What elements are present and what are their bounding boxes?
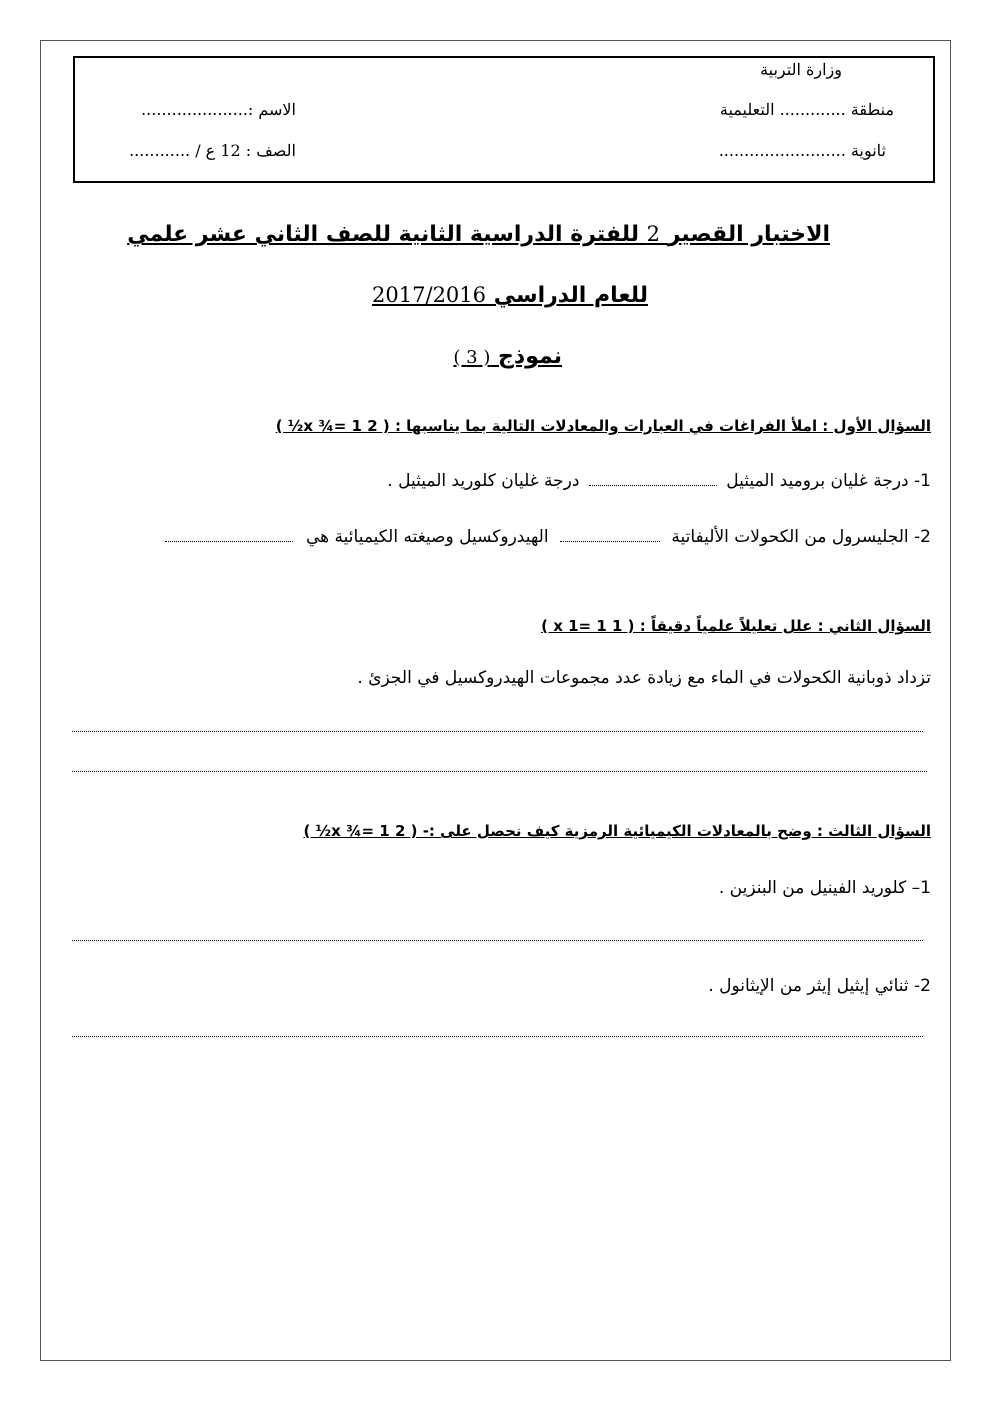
q1-item2-blank2[interactable] bbox=[165, 540, 293, 542]
exam-title bbox=[127, 222, 830, 247]
q1-item1-blank[interactable] bbox=[589, 484, 717, 486]
q2-statement: تزداد ذوبانية الكحولات في الماء مع زيادة عدد مجموعات الهيدروكسيل في الجزئ . bbox=[357, 668, 931, 688]
q1-heading: السؤال الأول : املأ الفراغات في العبارات والمعادلات التالية بما يناسبها : ( 2 x ¾= 1½ ) bbox=[275, 417, 931, 435]
model-number: ( 3 ) bbox=[453, 347, 491, 368]
q3-item2: 2- ثنائي إيثيل إيثر من الإيثانول . bbox=[708, 976, 931, 996]
q1-item1-start: 1- درجة غليان بروميد الميثيل bbox=[726, 471, 931, 491]
exam-number: 2 bbox=[646, 222, 661, 246]
model-label: نموذج bbox=[498, 344, 562, 369]
exam-title-part1: الاختبار القصير bbox=[667, 222, 830, 247]
region-field: منطقة ............. التعليمية bbox=[719, 100, 894, 119]
q3-heading: السؤال الثالث : وضح بالمعادلات الكيميائية الرمزية كيف نحصل على :- ( 2 x ¾= 1½ ) bbox=[303, 822, 931, 840]
q1-item2-end: الهيدروكسيل وصيغته الكيميائية هي bbox=[306, 527, 549, 547]
q2-answer-line-2[interactable] bbox=[72, 771, 927, 772]
student-name-field: الاسم :..................... bbox=[141, 100, 296, 119]
academic-year-value: 2017/2016 bbox=[372, 283, 487, 307]
q2-answer-line-1[interactable] bbox=[72, 731, 923, 732]
model-line bbox=[453, 344, 562, 369]
academic-year-label: للعام الدراسي bbox=[493, 283, 648, 308]
q3-item1: 1– كلوريد الفينيل من البنزين . bbox=[718, 878, 931, 898]
class-field: الصف : 12 ع / ............ bbox=[129, 141, 296, 160]
q3-answer-line-2[interactable] bbox=[72, 1036, 923, 1037]
exam-title-part2: للفترة الدراسية الثانية للصف الثاني عشر علمي bbox=[127, 222, 639, 247]
school-field: ثانوية ......................... bbox=[718, 141, 886, 160]
q2-heading: السؤال الثاني : علل تعليلاً علمياً دقيقاً : ( 1 x 1= 1 ) bbox=[541, 617, 931, 635]
q1-item2-blank1[interactable] bbox=[560, 540, 660, 542]
q1-item2-start: 2- الجليسرول من الكحولات الأليفاتية bbox=[671, 527, 931, 547]
q3-answer-line-1[interactable] bbox=[72, 940, 923, 941]
q1-item1 bbox=[387, 471, 931, 491]
academic-year-line bbox=[372, 283, 648, 308]
q1-item1-end: درجة غليان كلوريد الميثيل . bbox=[387, 471, 580, 491]
q1-item2 bbox=[157, 527, 931, 547]
ministry-label: وزارة التربية bbox=[760, 60, 842, 79]
